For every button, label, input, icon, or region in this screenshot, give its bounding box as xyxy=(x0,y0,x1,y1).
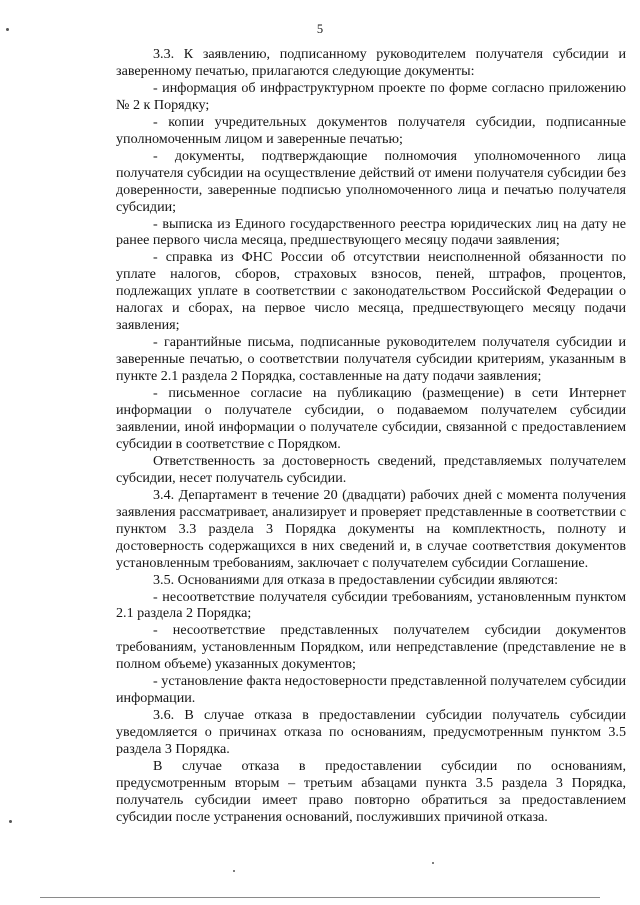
scan-edge-line xyxy=(40,897,600,898)
list-item: - копии учредительных документов получателя субсидии, подписанные уполномоченным лицом и заверенные печатью; xyxy=(116,113,626,147)
list-item: - справка из ФНС России об отсутствии неисполненной обязанности по уплате налогов, сборов, страховых взносов, пеней, штрафов, процентов, подлежащих уплате в соответствии с законодательством Российской Федерации о налогах и сборах, на первое число месяца, предшествующего месяцу подачи заявления; xyxy=(116,249,626,334)
scan-speck xyxy=(233,870,235,872)
page-number: 5 xyxy=(316,22,324,36)
list-item: - письменное согласие на публикацию (размещение) в сети Интернет информации о получателе субсидии, о подаваемом получателем субсидии заявлении, иной информации о получателе субсидии, связанной с предоставлением субсидии в соответствие с Порядком. xyxy=(116,385,626,452)
list-item: - выписка из Единого государственного реестра юридических лиц на дату не ранее первого числа месяца, предшествующего месяцу подачи заявления; xyxy=(116,215,626,249)
scan-speck xyxy=(432,862,434,864)
refusal-paragraph: В случае отказа в предоставлении субсидии по основаниям, предусмотренным вторым – третьим абзацами пункта 3.5 раздела 3 Порядка, получатель субсидии имеет право повторно обратиться за предоставлением субсидии после устранения оснований, послуживших причиной отказа. xyxy=(116,758,626,825)
list-item: - информация об инфраструктурном проекте по форме согласно приложению № 2 к Порядку; xyxy=(116,79,626,113)
list-item: - документы, подтверждающие полномочия уполномоченного лица получателя субсидии на осуществление действий от имени получателя субсидии без доверенности, заверенные подписью уполномоченного лица и печатью получателя субсидии; xyxy=(116,147,626,215)
paragraph-3-4: 3.4. Департамент в течение 20 (двадцати) рабочих дней с момента получения заявления рассматривает, анализирует и проверяет представленные в соответствии с пунктом 3.3 раздела 3 Порядка документы на комплектность, полноту и достоверность содержащихся в них сведений и, в случае соответствия документов установленным требованиям, заключает с получателем субсидии Соглашение. xyxy=(116,486,626,571)
paragraph-3-5: 3.5. Основаниями для отказа в предоставлении субсидии являются: xyxy=(153,571,559,588)
list-item: - установление факта недостоверности представленной получателем субсидии информации. xyxy=(116,673,626,707)
responsibility-paragraph: Ответственность за достоверность сведений, представляемых получателем субсидии, несет получатель субсидии. xyxy=(116,452,626,486)
list-item: - гарантийные письма, подписанные руководителем получателя субсидии и заверенные печатью, о соответствии получателя субсидии критериям, указанным в пункте 2.1 раздела 2 Порядка, составленные на дату подачи заявления; xyxy=(116,334,626,385)
paragraph-3-3: 3.3. К заявлению, подписанному руководителем получателя субсидии и заверенному печатью, прилагаются следующие документы: xyxy=(116,46,626,79)
list-item: - несоответствие представленных получателем субсидии документов требованиям, установленным Порядком, или непредставление (представление не в полном объеме) указанных документов; xyxy=(116,622,626,673)
scan-speck xyxy=(9,820,12,823)
paragraph-3-6: 3.6. В случае отказа в предоставлении субсидии получатель субсидии уведомляется о причинах отказа по основаниям, предусмотренным пунктом 3.5 раздела 3 Порядка. xyxy=(116,707,626,758)
scan-speck xyxy=(6,28,9,31)
list-item: - несоответствие получателя субсидии требованиям, установленным пунктом 2.1 раздела 2 Порядка; xyxy=(116,588,626,622)
document-body xyxy=(116,46,626,826)
